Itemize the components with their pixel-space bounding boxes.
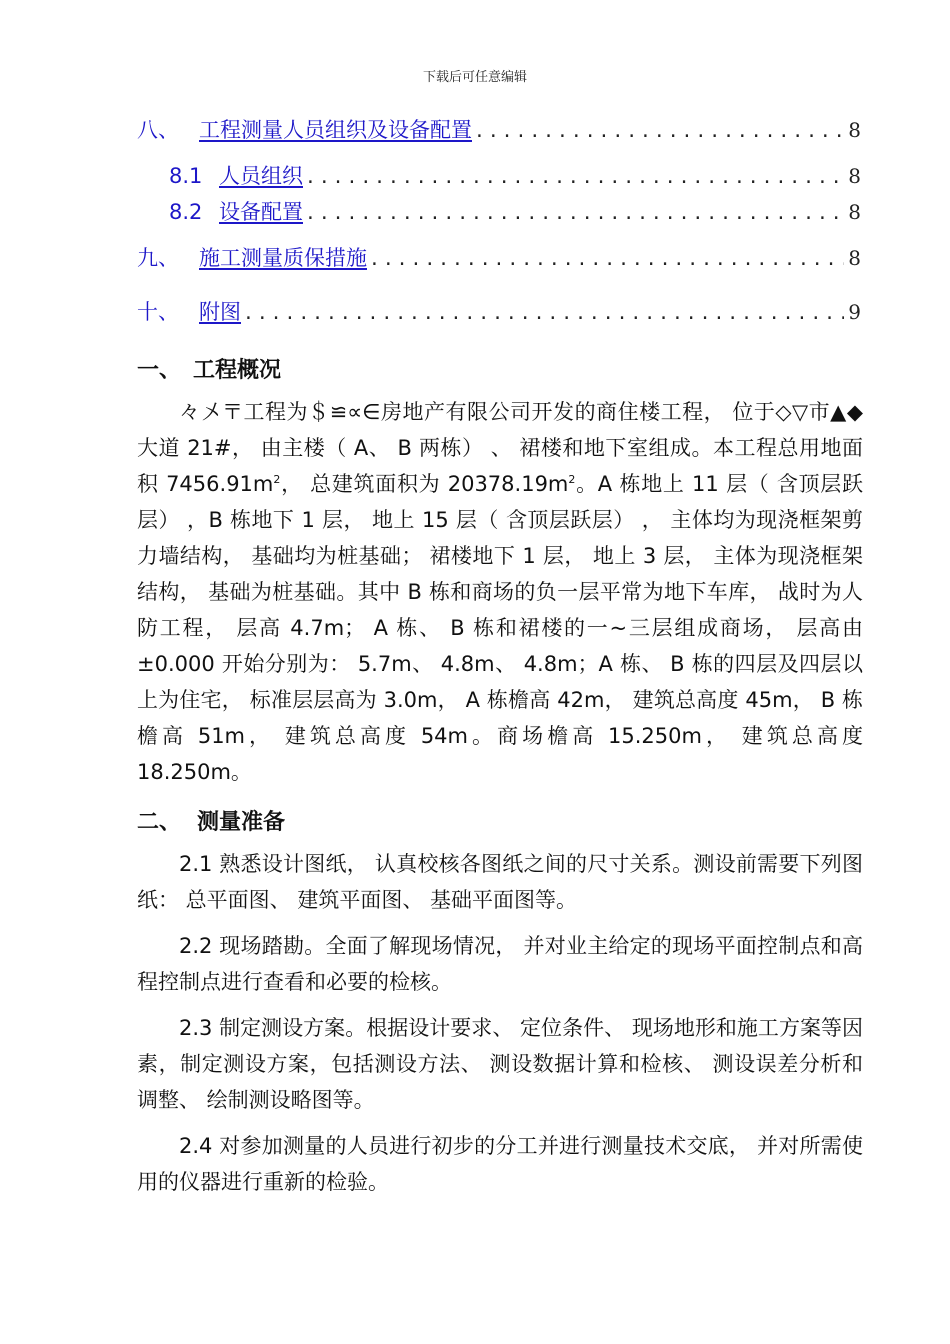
toc-item-8-1[interactable] (169, 162, 861, 192)
overview-text-part1: 々〤〒工程为＄≌∝∈房地产有限公司开发的商住楼工程， 位于◇▽市▲◆大道 21#， 由主楼（ A、 B 两栋） 、 裙楼和地下室组成。本工程总用地面积 7456.91m (137, 400, 863, 496)
section-heading-preparation (137, 805, 285, 836)
overview-text-part3: 。A 栋地上 11 层（ 含顶层跃层） ，B 栋地下 1 层， 地上 15 层（ 含顶层跃层） ， 主体均为现浇框架剪力墙结构， 基础均为桩基础； 裙楼地下 1 层， 地上 3 层， 主体为现浇框架结构， 基础为桩基础。其中 B 栋和商场的负一层平常为地下车库， 战时为人防工程， 层高 4.7m； A 栋、 B 栋和裙楼的一~三层组成商场， 层高由±0.000 开始分别为： 5.7m、 4.8m、 4.8m；A 栋、 B 栋的四层及四层以上为住宅， 标准层层高为 3.0m， A 栋檐高 42m， 建筑总高度 45m， B 栋檐高 51m， 建筑总高度 54m。商场檐高 15.250m， 建筑总高度 18.250m。 (137, 472, 863, 784)
toc-item-9[interactable] (137, 244, 861, 274)
toc-number: 8.2 (169, 200, 203, 224)
toc-link-8-1[interactable] (169, 162, 303, 190)
section-title-text: 工程概况 (193, 358, 282, 383)
toc-title: 工程测量人员组织及设备配置 (199, 118, 472, 142)
toc-number: 8.1 (169, 164, 203, 188)
section-number: 二、 (137, 810, 182, 835)
toc-page-number: 9 (848, 300, 861, 324)
toc-number: 八、 (137, 118, 179, 142)
toc-item-10[interactable] (137, 298, 861, 328)
toc-leader-dots (474, 118, 844, 146)
superscript-2: 2 (273, 473, 281, 486)
toc-item-8[interactable] (137, 116, 861, 146)
toc-page-number: 8 (848, 164, 861, 188)
toc-number: 九、 (137, 246, 179, 270)
superscript-2: 2 (568, 473, 576, 486)
toc-page-number: 8 (848, 246, 861, 270)
toc-leader-dots (243, 300, 844, 328)
preparation-paragraph-2: 2.2 现场踏勘。全面了解现场情况， 并对业主给定的现场平面控制点和高程控制点进行查看和必要的检核。 (137, 934, 863, 994)
toc-leader-dots (305, 164, 844, 192)
toc-title: 人员组织 (219, 164, 303, 188)
preparation-paragraph-1: 2.1 熟悉设计图纸， 认真校核各图纸之间的尺寸关系。测设前需要下列图纸： 总平面图、 建筑平面图、 基础平面图等。 (137, 852, 863, 912)
toc-leader-dots (369, 246, 844, 274)
overview-text-part2: ， 总建筑面积为 20378.19m (280, 472, 569, 496)
toc-item-8-2[interactable] (169, 198, 861, 228)
section-title-text: 测量准备 (197, 810, 286, 835)
toc-page-number: 8 (848, 118, 861, 142)
overview-paragraph (137, 394, 863, 790)
toc-link-10[interactable] (137, 298, 241, 326)
section-number: 一、 (137, 358, 182, 383)
toc-link-8-2[interactable] (169, 198, 303, 226)
toc-title: 设备配置 (219, 200, 303, 224)
toc-page-number: 8 (848, 200, 861, 224)
toc-number: 十、 (137, 300, 179, 324)
preparation-paragraph-3: 2.3 制定测设方案。根据设计要求、 定位条件、 现场地形和施工方案等因素，制定测设方案，包括测设方法、 测设数据计算和检核、 测设误差分析和调整、 绘制测设略图等。 (137, 1016, 863, 1112)
toc-leader-dots (305, 200, 844, 228)
section-heading-overview (137, 353, 281, 384)
toc-link-8[interactable] (137, 116, 472, 144)
toc-title: 附图 (199, 300, 241, 324)
toc-title: 施工测量质保措施 (199, 246, 367, 270)
toc-link-9[interactable] (137, 244, 367, 272)
preparation-paragraph-4: 2.4 对参加测量的人员进行初步的分工并进行测量技术交底， 并对所需使用的仪器进行重新的检验。 (137, 1134, 863, 1194)
page-header: 下载后可任意编辑 (422, 70, 527, 85)
